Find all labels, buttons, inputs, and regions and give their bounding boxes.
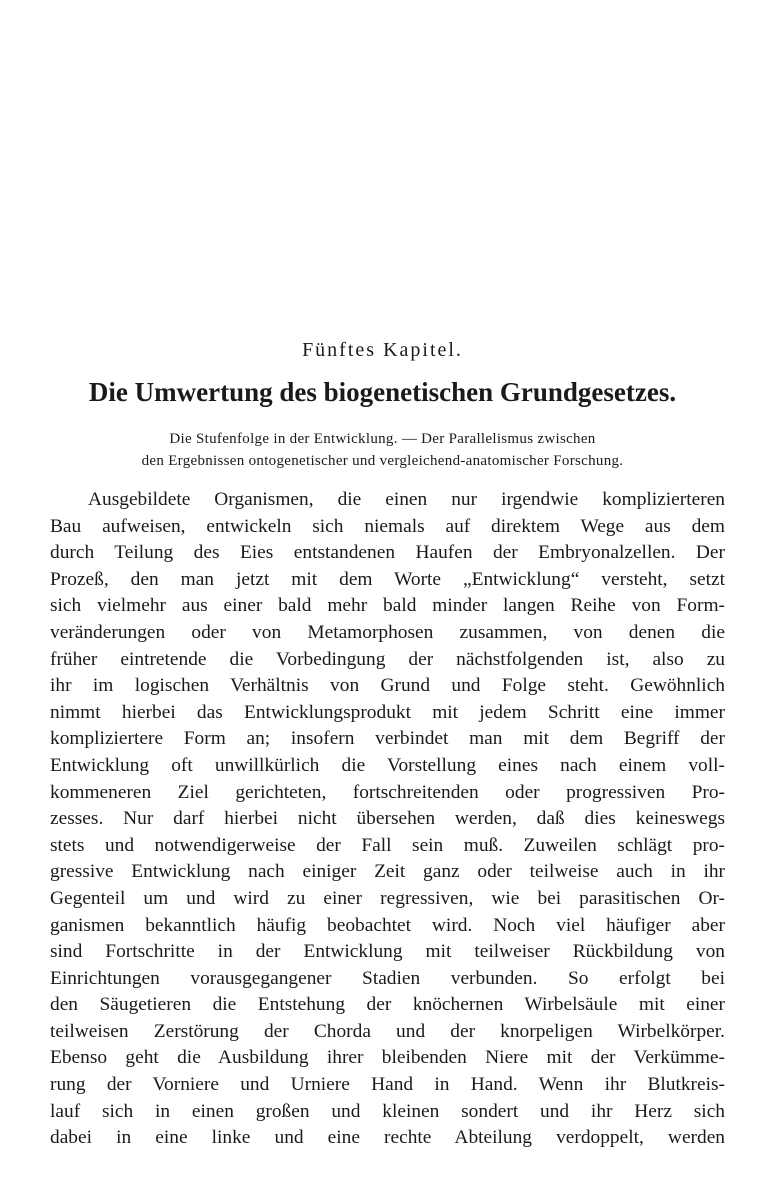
body-line: ganismen bekanntlich häufig beobachtet wird. Noch viel häufiger aber (50, 914, 725, 936)
summary-line: den Ergebnissen ontogenetischer und vergleichend-anatomischer Forschung. (141, 453, 624, 469)
chapter-label: Fünftes Kapitel. (302, 339, 463, 361)
body-line: durch Teilung des Eies entstandenen Haufen der Embryonalzellen. Der (50, 542, 725, 564)
body-line: ihr im logischen Verhältnis von Grund und Folge steht. Gewöhnlich (50, 675, 725, 697)
body-line: gressive Entwicklung nach einiger Zeit ganz oder teilweise auch in ihr (50, 861, 725, 883)
body-line: lauf sich in einen großen und kleinen sondert und ihr Herz sich (50, 1100, 725, 1122)
chapter-summary (40, 428, 725, 472)
body-line: zesses. Nur darf hierbei nicht übersehen werden, daß dies keineswegs (50, 808, 725, 830)
body-line: Prozeß, den man jetzt mit dem Worte „Entwicklung“ versteht, setzt (50, 568, 725, 590)
body-line: den Säugetieren die Entstehung der knöchernen Wirbelsäule mit einer (50, 994, 725, 1016)
body-line: Einrichtungen vorausgegangener Stadien verbunden. So erfolgt bei (50, 967, 725, 989)
body-text (50, 487, 725, 1152)
body-line: stets und notwendigerweise der Fall sein muß. Zuweilen schlägt pro- (50, 834, 725, 856)
summary-line: Die Stufenfolge in der Entwicklung. — Der Parallelismus zwischen (169, 431, 596, 447)
body-line: früher eintretende die Vorbedingung der nächstfolgenden ist, also zu (50, 648, 725, 670)
body-line: rung der Vorniere und Urniere Hand in Hand. Wenn ihr Blutkreis- (50, 1074, 725, 1096)
body-line: kommeneren Ziel gerichteten, fortschreitenden oder progressiven Pro- (50, 781, 725, 803)
body-line: nimmt hierbei das Entwicklungsprodukt mit jedem Schritt eine immer (50, 701, 725, 723)
body-line: Ausgebildete Organismen, die einen nur irgendwie komplizierteren (88, 489, 725, 510)
chapter-title: Die Umwertung des biogenetischen Grundgesetzes. (88, 377, 677, 407)
body-line: kompliziertere Form an; insofern verbindet man mit dem Begriff der (50, 728, 725, 750)
body-line: sich vielmehr aus einer bald mehr bald minder langen Reihe von Form- (50, 595, 725, 617)
body-line: Entwicklung oft unwillkürlich die Vorstellung eines nach einem voll- (50, 754, 725, 776)
body-line: Ebenso geht die Ausbildung ihrer bleibenden Niere mit der Verkümme- (50, 1047, 725, 1069)
body-line: veränderungen oder von Metamorphosen zusammen, von denen die (50, 621, 725, 643)
body-line: teilweisen Zerstörung der Chorda und der knorpeligen Wirbelkörper. (50, 1020, 725, 1042)
body-line: Bau aufweisen, entwickeln sich niemals auf direktem Wege aus dem (50, 515, 725, 537)
body-line: sind Fortschritte in der Entwicklung mit teilweiser Rückbildung von (50, 941, 725, 963)
body-line: dabei in eine linke und eine rechte Abteilung verdoppelt, werden (50, 1127, 725, 1149)
body-line: Gegenteil um und wird zu einer regressiven, wie bei parasitischen Or- (50, 887, 725, 909)
